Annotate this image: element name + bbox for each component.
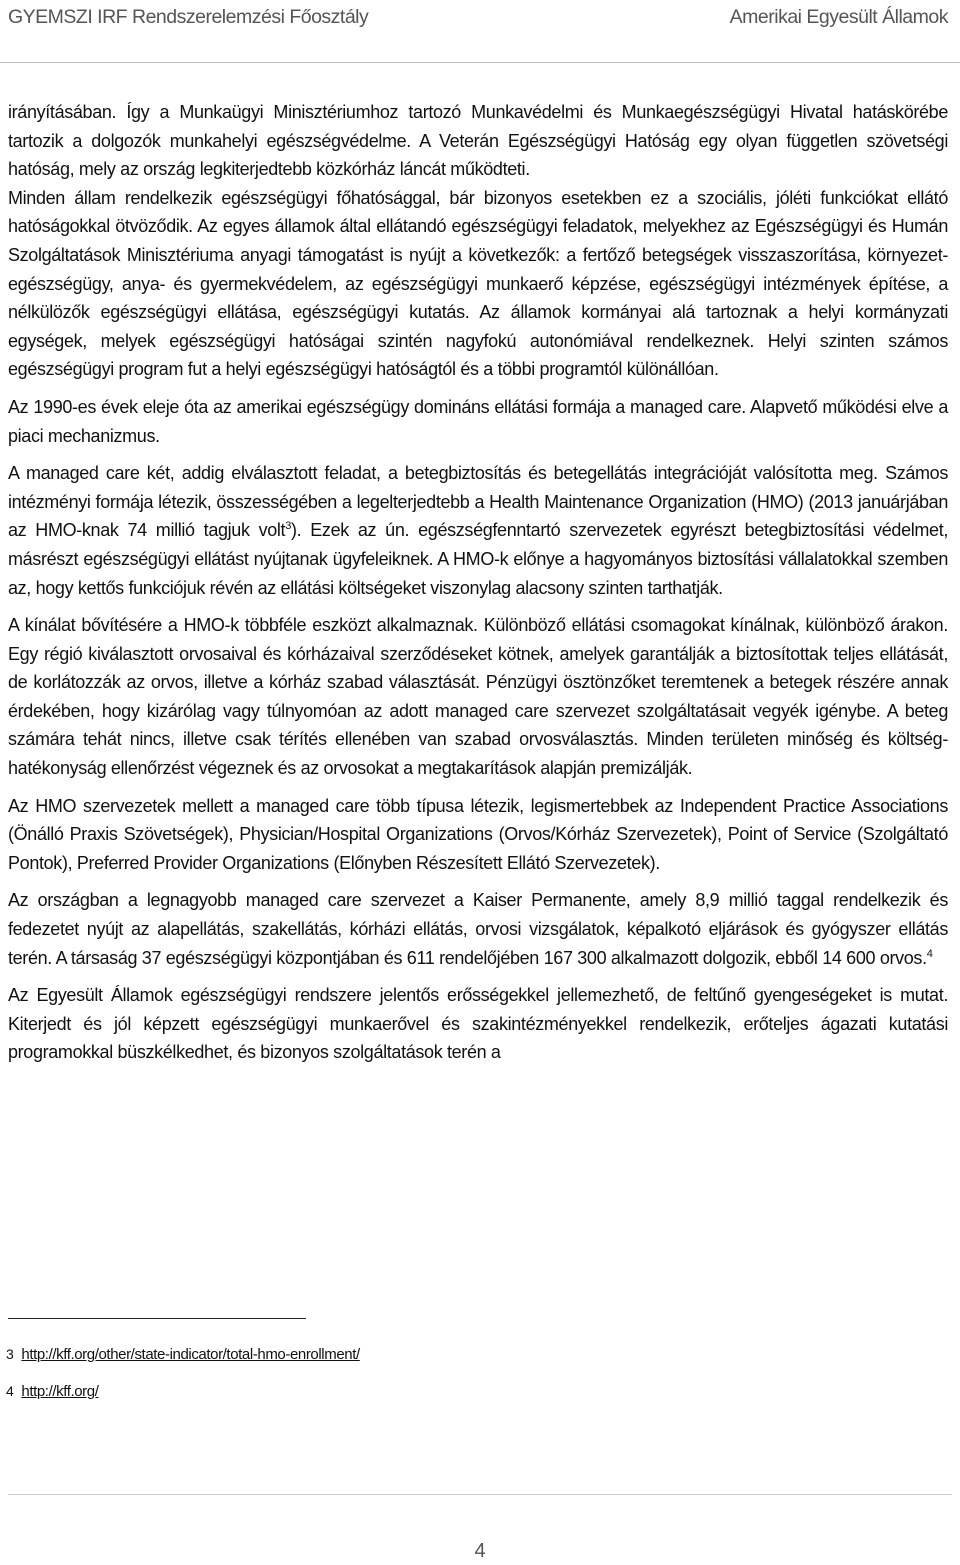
paragraph-text: Az országban a legnagyobb managed care szervezet a Kaiser Permanente, amely 8,9 millió taggal rendelkezik és fedezetet nyújt az alapellátás, szakellátás, kórházi ellátás, orvosi vizsgálatok, képalkotó eljárások és gyógyszer ellátás terén. A társaság 37 egészségügyi központjában és 611 rendelőjében 167 300 alkalmazott dolgozik, ebből 14 600 orvos.	[8, 890, 948, 968]
footer-divider	[8, 1494, 952, 1495]
footnote-ref: 4	[926, 947, 933, 960]
footnote-ref: 3	[285, 520, 291, 533]
footnote-link[interactable]: http://kff.org/other/state-indicator/total-hmo-enrollment/	[21, 1346, 360, 1363]
body-text	[8, 98, 948, 1076]
page-header	[8, 4, 948, 34]
header-divider	[0, 62, 960, 63]
header-country: Amerikai Egyesült Államok	[729, 6, 948, 28]
footnote	[6, 1383, 360, 1420]
paragraph: Minden állam rendelkezik egészségügyi főhatósággal, bár bizonyos esetekben ez a szociális, jóléti funkciókat ellátó hatóságokkal ötvöződik. Az egyes államok által ellátandó egészségügyi feladatok, melyekhez az Egészségügyi és Humán Szolgáltatások Minisztériuma anyagi támogatást is nyújt a következők: a fertőző betegségek visszaszorítása, környezet-egészségügy, anya- és gyermekvédelem, az egészségügyi munkaerő képzése, egészségügyi intézmények építése, a nélkülözők egészségügyi ellátása, egészségügyi kutatás. Az államok kormányai alá tartoznak a helyi kormányzati egységek, melyek egészségügyi hatóságai szintén nagyfokú autonómiával rendelkeznek. Helyi szinten számos egészségügyi program fut a helyi egészségügyi hatóságtól és a többi programtól különállóan.	[8, 187, 948, 380]
footnote-link[interactable]: http://kff.org/	[21, 1383, 99, 1400]
footnote-number: 3	[6, 1346, 14, 1362]
footnote-number: 4	[6, 1383, 14, 1399]
paragraph: Az Egyesült Államok egészségügyi rendszere jelentős erősségekkel jellemezhető, de feltűnő gyengeségeket is mutat. Kiterjedt és jól képzett egészségügyi munkaerővel és szakintézményekkel rendelkezik, erőteljes ágazati kutatási programokkal büszkélkedhet, és bizonyos szolgáltatások terén a	[8, 985, 948, 1063]
paragraph: A kínálat bővítésére a HMO-k többféle eszközt alkalmaznak. Különböző ellátási csomagokat kínálnak, különböző árakon. Egy régió kiválasztott orvosaival és kórházaival szerződéseket kötnek, amelyek garantálják a biztosítottak teljes ellátását, de korlátozzák az orvos, illetve a kórház szabad választását. Pénzügyi ösztönzőket teremtenek a betegek részére annak érdekében, hogy kizárólag vagy túlnyomóan az adott managed care szervezet szolgáltatásait vegyék igénybe. A beteg számára tehát nincs, illetve csak térítés ellenében van szabad orvosválasztás. Minden területen minőség és költség-hatékonyság ellenőrzést végeznek és az orvosokat a megtakarítások alapján premizálják.	[8, 615, 948, 779]
paragraph: Az 1990-es évek eleje óta az amerikai egészségügy domináns ellátási formája a managed care. Alapvető működési elve a piaci mechanizmus.	[8, 396, 948, 446]
paragraph	[8, 886, 948, 972]
paragraph: Az HMO szervezetek mellett a managed care több típusa létezik, legismertebbek az Independent Practice Associations (Önálló Praxis Szövetségek), Physician/Hospital Organizations (Orvos/Kórház Szervezetek), Point of Service (Szolgáltató Pontok), Preferred Provider Organizations (Előnyben Részesített Ellátó Szervezetek).	[8, 795, 948, 873]
paragraph-text: ). Ezek az ún. egészségfenntartó szervezetek egyrészt betegbiztosítási védelmet, másrészt egészségügyi ellátást nyújtanak ügyfeleiknek. A HMO-k előnye a hagyományos biztosítási vállalatokkal szemben az, hogy kettős funkciójuk révén az ellátási költségeket viszonylag alacsony szinten tarthatják.	[8, 520, 949, 598]
footnote	[6, 1346, 360, 1383]
header-department: GYEMSZI IRF Rendszerelemzési Főosztály	[8, 6, 369, 28]
footnote-divider	[8, 1318, 306, 1319]
paragraph-text: A managed care két, addig elválasztott feladat, a betegbiztosítás és betegellátás integrációját valósította meg. Számos intézményi formája létezik, összességében a legelterjedtebb a Health Maintenance Organization (HMO) (2013 januárjában az HMO-knak 74 millió tagjuk volt	[8, 463, 948, 541]
paragraph: irányításában. Így a Munkaügyi Minisztériumhoz tartozó Munkavédelmi és Munkaegészségügyi Hivatal hatáskörébe tartozik a dolgozók munkahelyi egészségvédelme. A Veterán Egészségügyi Hatóság egy olyan független szövetségi hatóság, mely az ország legkiterjedtebb közkórház láncát működteti.	[8, 102, 948, 180]
paragraph	[8, 459, 948, 602]
footnotes	[6, 1346, 360, 1420]
page-number: 4	[474, 1540, 486, 1562]
